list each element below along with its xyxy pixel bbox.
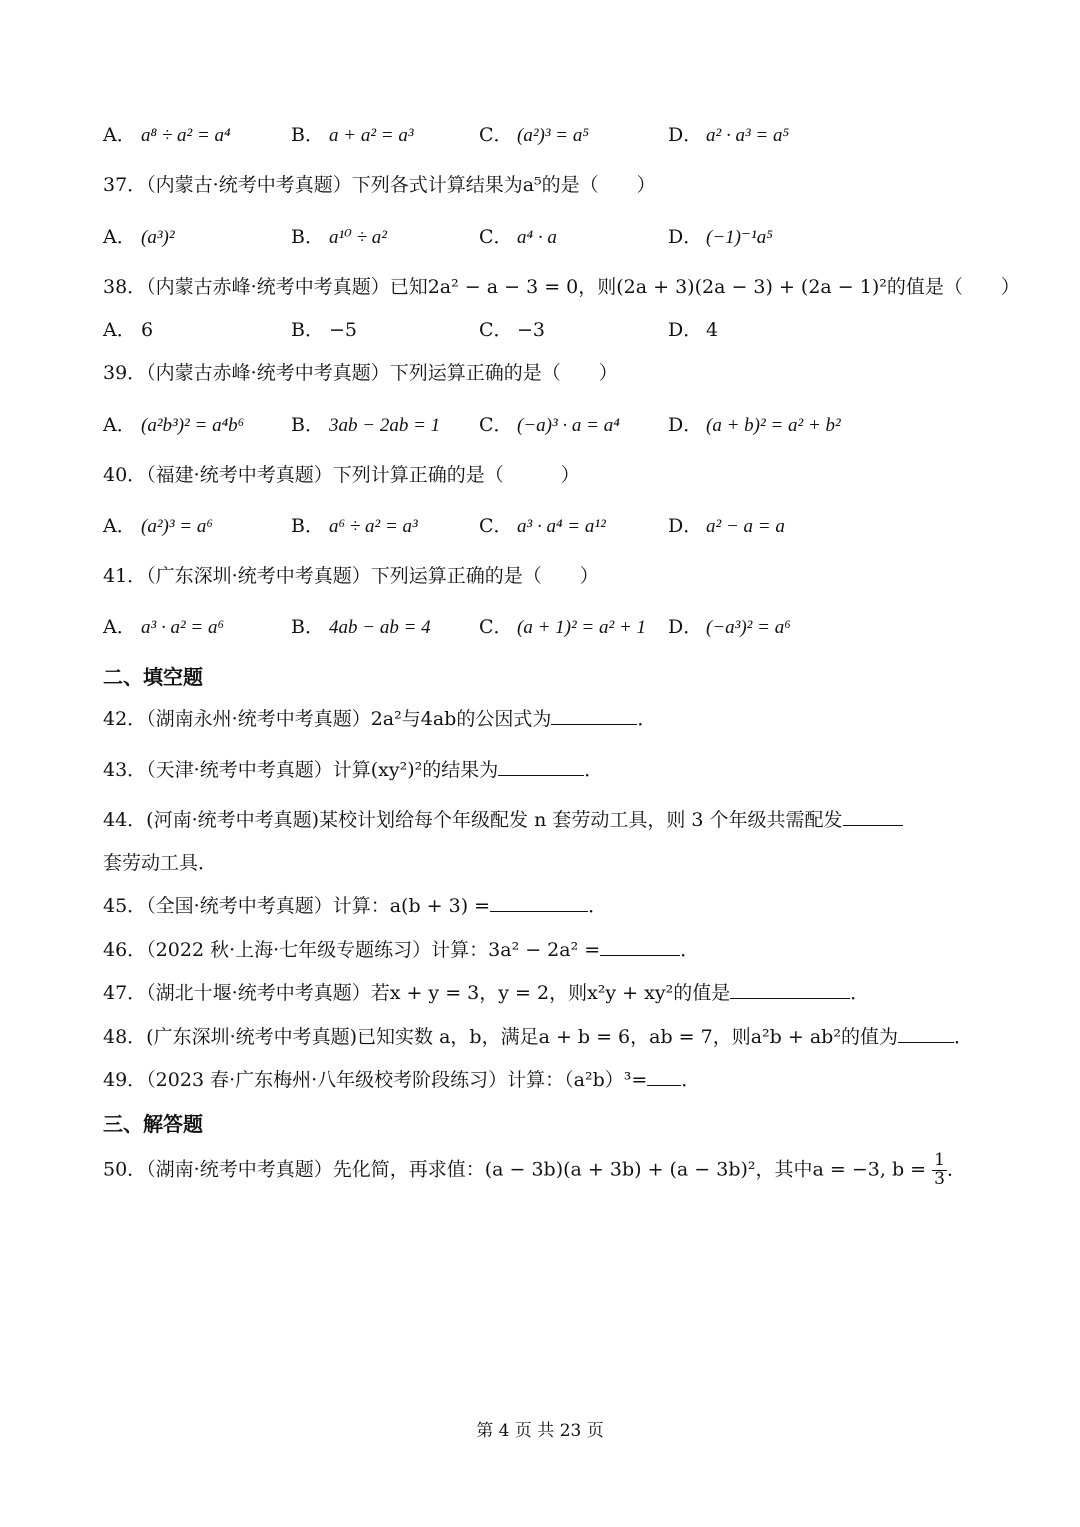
fraction-denominator: 3 (934, 1168, 945, 1189)
q37-option-b: B． a¹⁰ ÷ a² (291, 226, 387, 248)
q39-option-b: B． 3ab − 2ab = 1 (291, 414, 441, 436)
q36-option-c: C． (a²)³ = a⁵ (479, 124, 589, 146)
q41-option-c: C． (a + 1)² = a² + 1 (479, 616, 647, 638)
q40-stem: 40．（福建·统考中考真题）下列计算正确的是（ ） (103, 464, 580, 486)
q50-fraction (932, 1152, 947, 1189)
q46-stem: 46．（2022 秋·上海·七年级专题练习）计算：3a² − 2a² = (103, 939, 601, 961)
q42-end: ． (637, 708, 657, 730)
q39-stem: 39．（内蒙古赤峰·统考中考真题）下列运算正确的是（ ） (103, 362, 618, 384)
q47-line (103, 978, 869, 1005)
section-heading-answer: 三、解答题 (103, 1112, 203, 1136)
q45-line (103, 891, 607, 918)
q46-end: ． (680, 939, 700, 961)
section-heading-fill-in: 二、填空题 (103, 665, 203, 689)
q50-line (103, 1152, 966, 1189)
q49-answer-blank[interactable] (647, 1067, 681, 1086)
q45-end: ． (588, 895, 608, 917)
fraction-numerator: 1 (934, 1150, 945, 1170)
q39-option-d: D． (a + b)² = a² + b² (668, 414, 841, 436)
q48-answer-blank[interactable] (898, 1024, 954, 1043)
q39-option-a: A． (a²b³)² = a⁴b⁶ (103, 414, 245, 436)
q37-stem: 37．（内蒙古·统考中考真题）下列各式计算结果为a⁵的是（ ） (103, 174, 656, 196)
q41-stem: 41．（广东深圳·统考中考真题）下列运算正确的是（ ） (103, 565, 599, 587)
q46-answer-blank[interactable] (600, 937, 680, 956)
q38-option-c: C． −3 (479, 319, 546, 341)
q36-option-a: A． a⁸ ÷ a² = a⁴ (103, 124, 231, 146)
page-footer: 第 4 页 共 23 页 (476, 1421, 604, 1441)
q42-answer-blank[interactable] (551, 706, 637, 725)
q36-option-d: D． a² · a³ = a⁵ (668, 124, 790, 146)
q39-option-c: C． (−a)³ · a = a⁴ (479, 414, 620, 436)
q41-option-a: A． a³ · a² = a⁶ (103, 616, 225, 638)
q43-stem: 43．（天津·统考中考真题）计算(xy²)²的结果为 (103, 759, 499, 781)
q43-end: ． (584, 759, 604, 781)
q37-option-c: C． a⁴ · a (479, 226, 557, 248)
q46-line (103, 935, 699, 962)
q47-answer-blank[interactable] (730, 980, 850, 999)
q40-option-c: C． a³ · a⁴ = a¹² (479, 515, 606, 537)
q44-line (103, 805, 903, 832)
q38-option-a: A． 6 (103, 319, 154, 341)
q48-line (103, 1022, 973, 1049)
q37-option-a: A． (a³)² (103, 226, 175, 248)
q40-option-a: A． (a²)³ = a⁶ (103, 515, 213, 537)
q47-stem: 47．（湖北十堰·统考中考真题）若x + y = 3，y = 2，则x²y + xy²的值是 (103, 982, 731, 1004)
q44-stem: 44．(河南·统考中考真题)某校计划给每个年级配发 n 套劳动工具，则 3 个年级共需配发 (103, 809, 843, 831)
q42-stem: 42．（湖南永州·统考中考真题）2a²与4ab的公因式为 (103, 708, 552, 730)
q50-stem: 50．（湖南·统考中考真题）先化简，再求值：(a − 3b)(a + 3b) + (a − 3b)²，其中a = −3, b = (103, 1158, 927, 1181)
q41-option-d: D． (−a³)² = a⁶ (668, 616, 791, 638)
q43-answer-blank[interactable] (498, 757, 584, 776)
q49-end: ． (681, 1069, 701, 1091)
q47-end: ． (850, 982, 870, 1004)
q49-line (103, 1065, 700, 1092)
q45-stem: 45．（全国·统考中考真题）计算：a(b + 3) = (103, 895, 491, 917)
q41-option-b: B． 4ab − ab = 4 (291, 616, 431, 638)
q38-option-d: D． 4 (668, 319, 719, 341)
q38-stem: 38．（内蒙古赤峰·统考中考真题）已知2a² − a − 3 = 0，则(2a + 3)(2a − 3) + (2a − 1)²的值是（ ） (103, 276, 1020, 298)
q44-answer-blank[interactable] (843, 807, 903, 826)
q48-end: ． (953, 1026, 973, 1048)
q50-end: ． (946, 1158, 966, 1181)
q44-continuation: 套劳动工具． (103, 852, 218, 874)
q38-option-b: B． −5 (291, 319, 358, 341)
q37-option-d: D． (−1)⁻¹a⁵ (668, 226, 773, 248)
q48-stem: 48．(广东深圳·统考中考真题)已知实数 a，b，满足a + b = 6，ab = 7，则a²b + ab²的值为 (103, 1026, 898, 1048)
q45-answer-blank[interactable] (490, 893, 588, 912)
q40-option-b: B． a⁶ ÷ a² = a³ (291, 515, 418, 537)
q36-option-b: B． a + a² = a³ (291, 124, 414, 146)
q43-line (103, 755, 603, 782)
q42-line (103, 704, 656, 731)
q40-option-d: D． a² − a = a (668, 515, 785, 537)
q49-stem: 49．（2023 春·广东梅州·八年级校考阶段练习）计算：（a²b）³= (103, 1069, 648, 1091)
